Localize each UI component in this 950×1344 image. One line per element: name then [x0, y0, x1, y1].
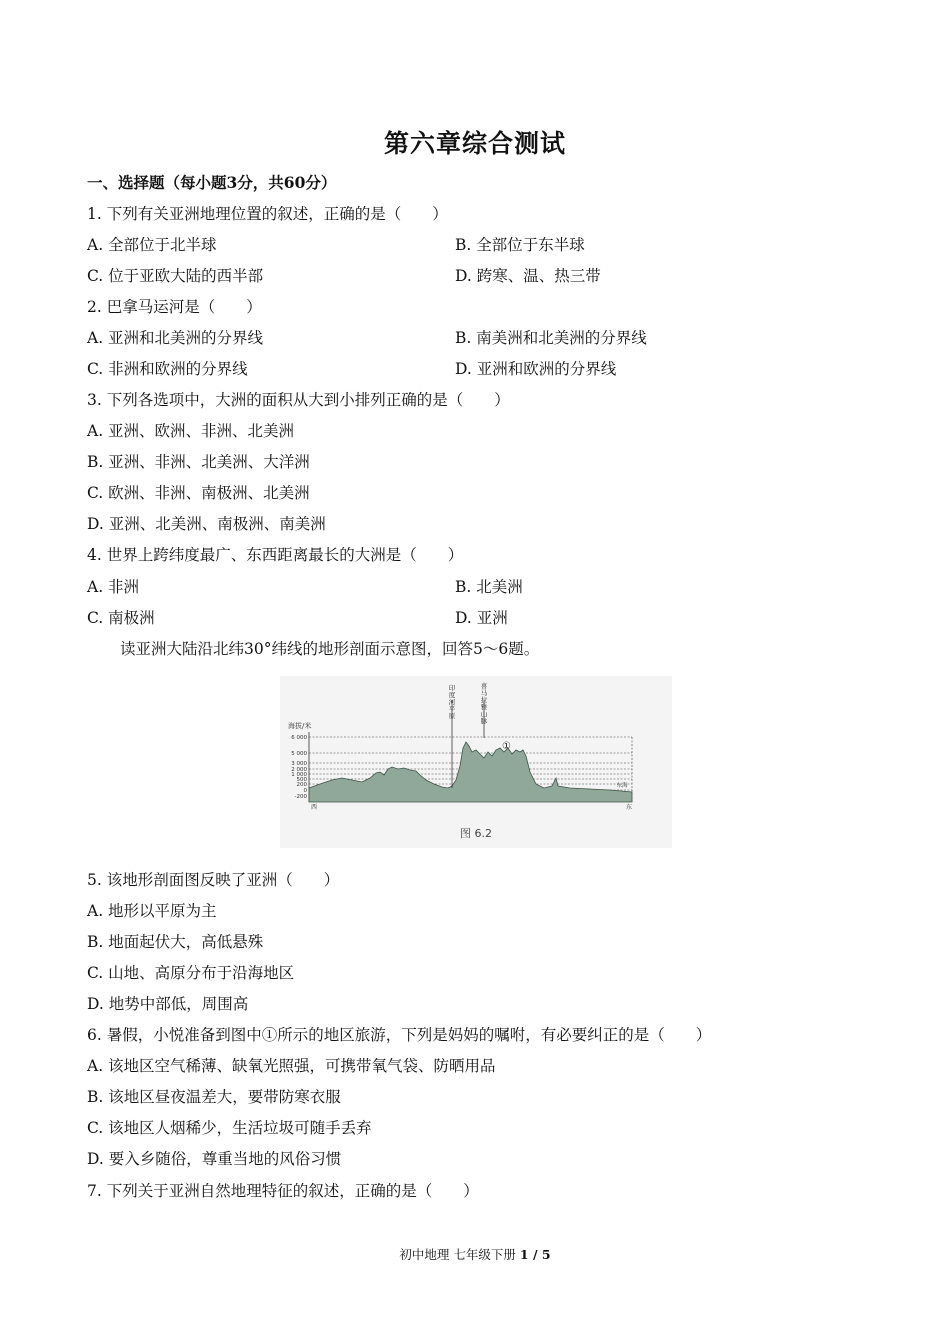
footer-text: 初中地理 七年级下册 — [399, 1247, 516, 1262]
q3-option-c: C. 欧洲、非洲、南极洲、北美洲 — [87, 484, 310, 502]
region-marker: ① — [502, 741, 511, 752]
q4-option-c: C. 南极洲 — [87, 609, 155, 627]
west-label: 西 — [311, 804, 318, 811]
q1-option-d: D. 跨寒、温、热三带 — [455, 267, 601, 285]
tick-label: -200 — [294, 794, 307, 800]
figure-caption: 图 6.2 — [460, 827, 492, 840]
tick-label: 500 — [296, 777, 307, 783]
q3-option-a: A. 亚洲、欧洲、非洲、北美洲 — [87, 422, 295, 440]
himalaya-label: 喜马拉雅山脉 — [480, 682, 488, 725]
q6-option-a: A. 该地区空气稀薄、缺氧光照强，可携带氧气袋、防晒用品 — [87, 1057, 496, 1075]
page-footer — [0, 1245, 950, 1263]
tick-label: 200 — [296, 782, 307, 788]
terrain-profile-figure — [280, 676, 672, 848]
tick-label: 0 — [303, 788, 307, 794]
q4-option-b: B. 北美洲 — [455, 578, 523, 596]
question-2-stem: 2. 巴拿马运河是（ ） — [87, 298, 262, 316]
q1-option-b: B. 全部位于东半球 — [455, 236, 585, 254]
tick-label: 6 000 — [291, 735, 307, 741]
q3-option-b: B. 亚洲、非洲、北美洲、大洋洲 — [87, 453, 310, 471]
q2-option-b: B. 南美洲和北美洲的分界线 — [455, 329, 647, 347]
q1-option-c: C. 位于亚欧大陆的西半部 — [87, 267, 264, 285]
q4-option-d: D. 亚洲 — [455, 609, 508, 627]
page-title: 第六章综合测试 — [383, 129, 566, 158]
q3-option-d: D. 亚洲、北美洲、南极洲、南美洲 — [87, 515, 326, 533]
q5-option-c: C. 山地、高原分布于沿海地区 — [87, 964, 295, 982]
q5-option-d: D. 地势中部低，周围高 — [87, 995, 249, 1013]
y-axis-label: 海拔/米 — [288, 722, 312, 730]
question-5-stem: 5. 该地形剖面图反映了亚洲（ ） — [87, 871, 340, 889]
question-1-stem: 1. 下列有关亚洲地理位置的叙述，正确的是（ ） — [87, 205, 448, 223]
q5-option-a: A. 地形以平原为主 — [87, 902, 217, 920]
tick-label: 1 000 — [291, 772, 307, 778]
q6-option-d: D. 要入乡随俗，尊重当地的风俗习惯 — [87, 1150, 342, 1168]
reading-prompt: 读亚洲大陆沿北纬30°纬线的地形剖面示意图，回答5～6题。 — [120, 640, 540, 658]
q6-option-c: C. 该地区人烟稀少，生活垃圾可随手丢弃 — [87, 1119, 372, 1137]
sea-label: 东海 — [616, 783, 628, 789]
terrain-profile-svg — [280, 676, 672, 848]
east-label: 东 — [625, 804, 632, 811]
question-6-stem: 6. 暑假，小悦准备到图中①所示的地区旅游，下列是妈妈的嘱咐，有必要纠正的是（ ） — [87, 1026, 712, 1044]
q5-option-b: B. 地面起伏大，高低悬殊 — [87, 933, 264, 951]
q2-option-a: A. 亚洲和北美洲的分界线 — [87, 329, 264, 347]
q2-option-d: D. 亚洲和欧洲的分界线 — [455, 360, 617, 378]
question-4-stem: 4. 世界上跨纬度最广、东西距离最长的大洲是（ ） — [87, 546, 464, 564]
tick-label: 3 000 — [291, 761, 307, 767]
question-3-stem: 3. 下列各选项中，大洲的面积从大到小排列正确的是（ ） — [87, 391, 510, 409]
q2-option-c: C. 非洲和欧洲的分界线 — [87, 360, 248, 378]
page-number: 1 / 5 — [519, 1247, 551, 1262]
question-7-stem: 7. 下列关于亚洲自然地理特征的叙述，正确的是（ ） — [87, 1182, 479, 1200]
tick-label: 5 000 — [291, 751, 307, 757]
q4-option-a: A. 非洲 — [87, 578, 140, 596]
terrain-profile — [309, 742, 632, 802]
q1-option-a: A. 全部位于北半球 — [87, 236, 217, 254]
section-heading: 一、选择题（每小题3分，共60分） — [87, 173, 337, 192]
indus-plain-label: 印度河平原 — [448, 684, 456, 720]
q6-option-b: B. 该地区昼夜温差大，要带防寒衣服 — [87, 1088, 341, 1106]
tick-label: 2 000 — [291, 767, 307, 773]
